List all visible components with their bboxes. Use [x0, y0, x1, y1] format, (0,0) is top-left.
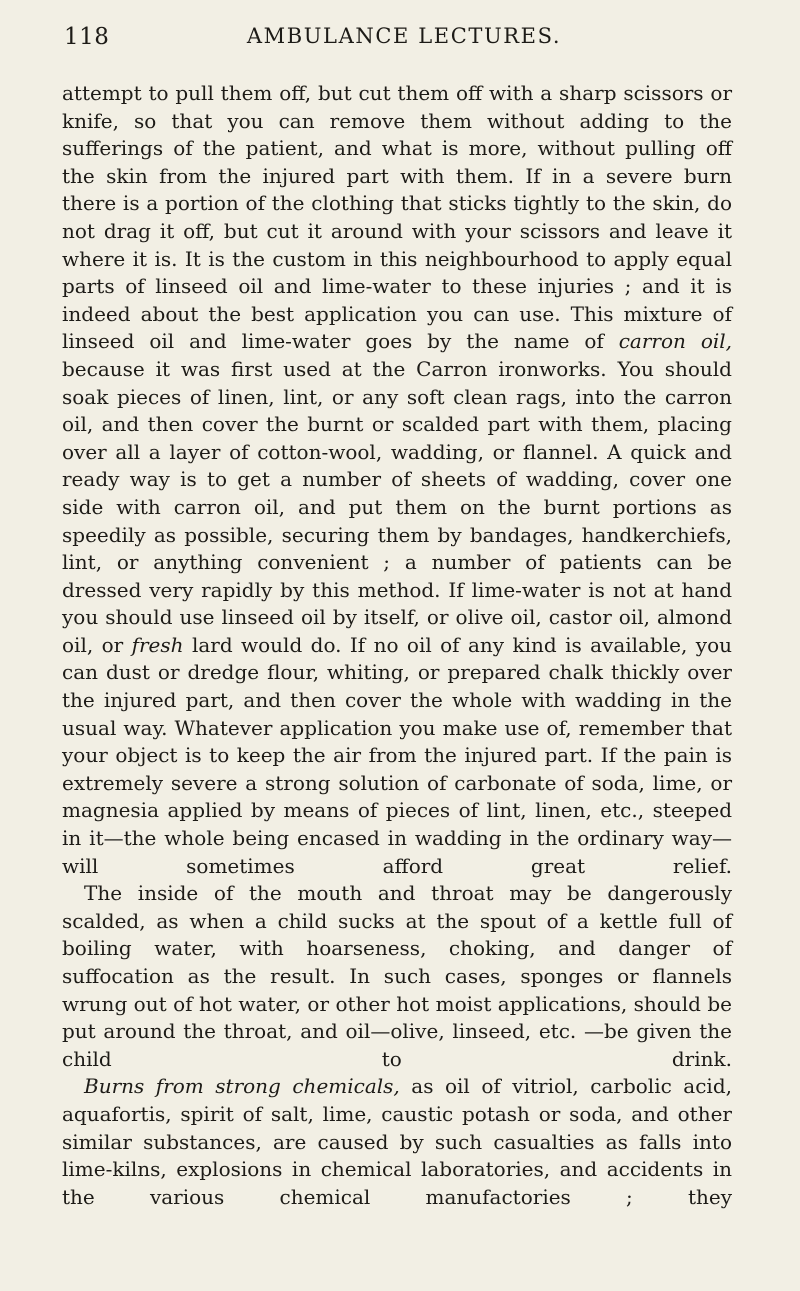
- page-header: [64, 20, 714, 54]
- text-segment: attempt to pull them off, but cut them off with a sharp scissors or knife, so that you can remove them without adding to the sufferings of the patient, and what is more, without pulling off the skin from the injured part with them. If in a severe burn there is a portion of the clothing that sticks tightly to the skin, do not drag it off, but cut it around with your scissors and leave it where it is. It is the custom in this neighbourhood to apply equal parts of linseed oil and lime-water to these injuries ; and it is indeed about the best application you can use. This mixture of linseed oil and lime-water goes by the name of: [62, 81, 732, 354]
- paragraph-chemical-burns: [62, 1073, 732, 1211]
- page-number: 118: [64, 24, 110, 50]
- italic-term-fresh: fresh: [131, 632, 184, 657]
- paragraph-treatment: [62, 80, 732, 880]
- text-segment: as oil of vitriol, carbolic acid, aquafortis, spirit of salt, lime, caustic potash or soda, and other similar substances, are caused by such casualties as falls into lime-kilns, explosions in chemical laboratories, and accidents in the various chemical manufactories ; they: [62, 1074, 732, 1209]
- text-segment: The inside of the mouth and throat may be dangerously scalded, as when a child sucks at the spout of a kettle full of boiling water, with hoarseness, choking, and danger of suffocation as the result. In such cases, sponges or flannels wrung out of hot water, or other hot moist applications, should be put around the throat, and oil—olive, linseed, etc. —be given the child to drink.: [62, 881, 732, 1071]
- running-head: AMBULANCE LECTURES.: [246, 24, 562, 48]
- paragraph-mouth-throat: [62, 880, 732, 1073]
- italic-heading-chemical-burns: Burns from strong chemicals,: [84, 1074, 400, 1099]
- italic-term-carron-oil: carron oil,: [618, 329, 733, 354]
- text-segment: lard would do. If no oil of any kind is available, you can dust or dredge flour, whiting, or prepared chalk thickly over the injured part, and then cover the whole with wadding in the usual way. Whatever application you make use of, remember that your object is to keep the air from the injured part. If the pain is extremely severe a strong solution of carbonate of soda, lime, or magnesia applied by means of pieces of lint, linen, etc., steeped in it—the whole being encased in wadding in the ordinary way—will sometimes afford great relief.: [62, 632, 732, 878]
- text-segment: because it was first used at the Carron ironworks. You should soak pieces of linen, lint, or any soft clean rags, into the carron oil, and then cover the burnt or scalded part with them, placing over all a layer of cotton-wool, wadding, or flannel. A quick and ready way is to get a number of sheets of wadding, cover one side with carron oil, and put them on the burnt portions as speedily as possible, securing them by bandages, handkerchiefs, lint, or anything convenient ; a number of patients can be dressed very rapidly by this method. If lime-water is not at hand you should use linseed oil by itself, or olive oil, castor oil, almond oil, or: [62, 356, 732, 657]
- body-text: [62, 80, 732, 1211]
